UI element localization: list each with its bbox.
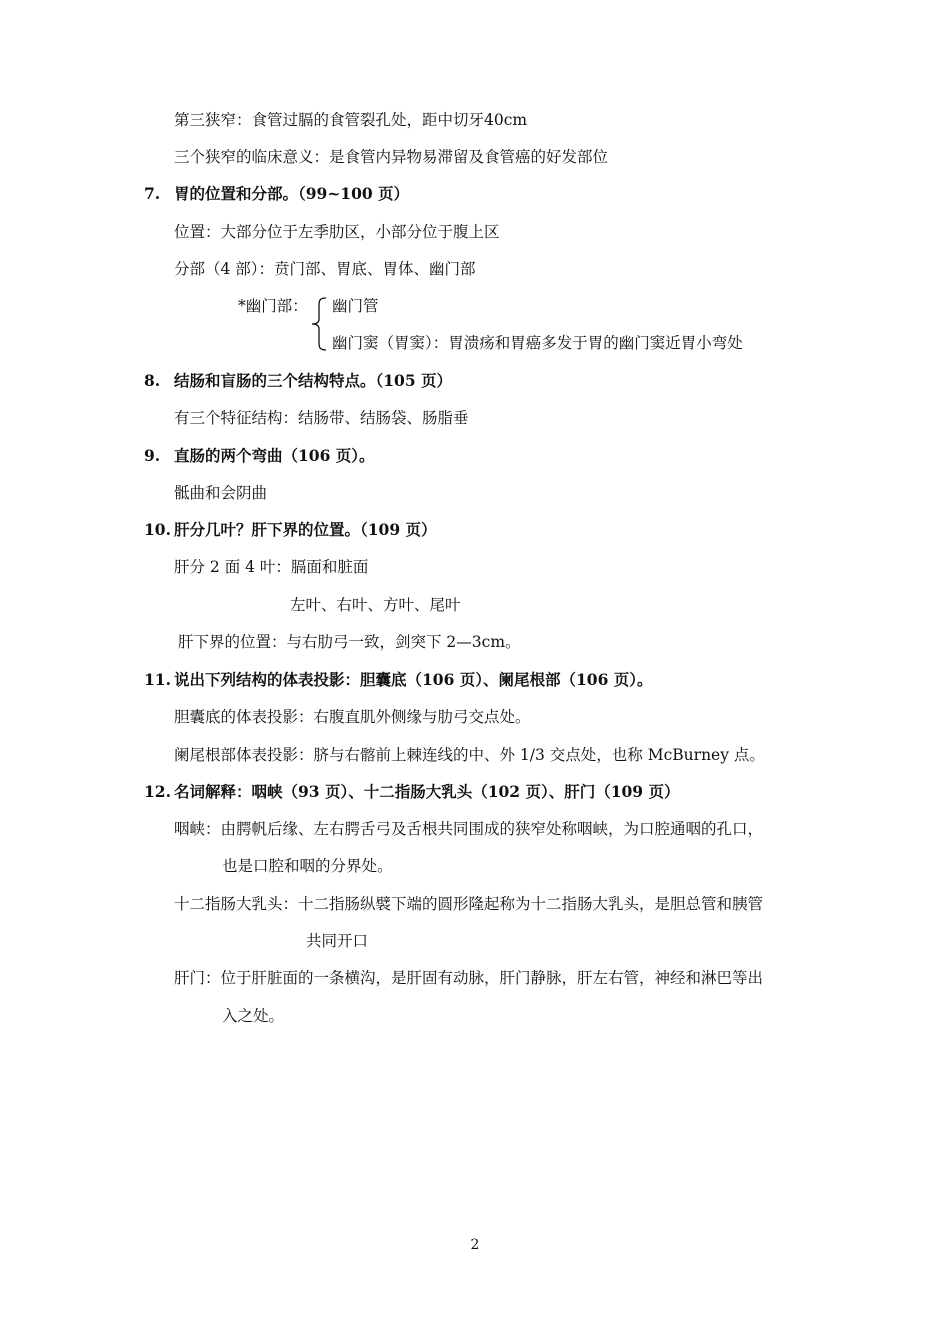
question-heading-7 [144, 184, 409, 204]
page-number: 2 [470, 1237, 480, 1253]
text-line: 肝分 2 面 4 叶：膈面和脏面 [174, 558, 369, 576]
text-line: 咽峡：由腭帆后缘、左右腭舌弓及舌根共同围成的狭窄处称咽峡，为口腔通咽的孔口， [174, 820, 764, 838]
question-text: 说出下列结构的体表投影：胆囊底（106 页）、阑尾根部（106 页）。 [174, 670, 653, 689]
text-line: 有三个特征结构：结肠带、结肠袋、肠脂垂 [174, 409, 469, 427]
question-text: 肝分几叶？肝下界的位置。（109 页） [174, 520, 437, 539]
text-line: 肝下界的位置：与右肋弓一致，剑突下 2—3cm。 [178, 633, 521, 651]
text-line: 三个狭窄的临床意义：是食管内异物易滞留及食管癌的好发部位 [174, 148, 609, 166]
question-heading-12 [144, 782, 679, 802]
question-text: 结肠和盲肠的三个结构特点。（105 页） [174, 371, 453, 390]
question-text: 胃的位置和分部。（99~100 页） [174, 184, 410, 203]
text-line: 入之处。 [222, 1007, 285, 1025]
question-heading-11 [144, 670, 653, 690]
text-line: 第三狭窄：食管过膈的食管裂孔处，距中切牙40cm [174, 111, 528, 129]
question-heading-8 [144, 371, 452, 391]
question-text: 名词解释：咽峡（93 页）、十二指肠大乳头（102 页）、肝门（109 页） [174, 782, 680, 801]
text-line: 共同开口 [306, 932, 369, 950]
brace-item: 幽门管 [332, 297, 379, 315]
text-line: 骶曲和会阴曲 [174, 484, 268, 502]
text-line: 十二指肠大乳头：十二指肠纵襞下端的圆形隆起称为十二指肠大乳头，是胆总管和胰管 [174, 895, 764, 913]
question-number: 12. [144, 782, 171, 801]
brace-item: 幽门窦（胃窦）：胃溃疡和胃癌多发于胃的幽门窦近胃小弯处 [332, 334, 743, 352]
question-number: 8. [144, 371, 161, 390]
text-line: 肝门：位于肝脏面的一条横沟，是肝固有动脉，肝门静脉，肝左右管，神经和淋巴等出 [174, 969, 764, 987]
text-line: 分部（4 部）：贲门部、胃底、胃体、幽门部 [174, 260, 476, 278]
question-number: 10. [144, 520, 171, 539]
question-heading-9 [144, 446, 375, 466]
question-number: 9. [144, 446, 161, 465]
question-number: 7. [144, 184, 161, 203]
subsection-label: *幽门部： [238, 297, 308, 315]
question-heading-10 [144, 520, 437, 540]
text-line: 左叶、右叶、方叶、尾叶 [290, 596, 461, 614]
text-line: 胆囊底的体表投影：右腹直肌外侧缘与肋弓交点处。 [174, 708, 531, 726]
curly-brace-icon [308, 296, 332, 352]
text-line: 位置：大部分位于左季肋区，小部分位于腹上区 [174, 223, 500, 241]
text-line: 也是口腔和咽的分界处。 [222, 857, 393, 875]
question-number: 11. [144, 670, 171, 689]
text-line: 阑尾根部体表投影：脐与右髂前上棘连线的中、外 1/3 交点处，也称 McBurney 点。 [174, 746, 765, 764]
question-text: 直肠的两个弯曲（106 页）。 [174, 446, 375, 465]
